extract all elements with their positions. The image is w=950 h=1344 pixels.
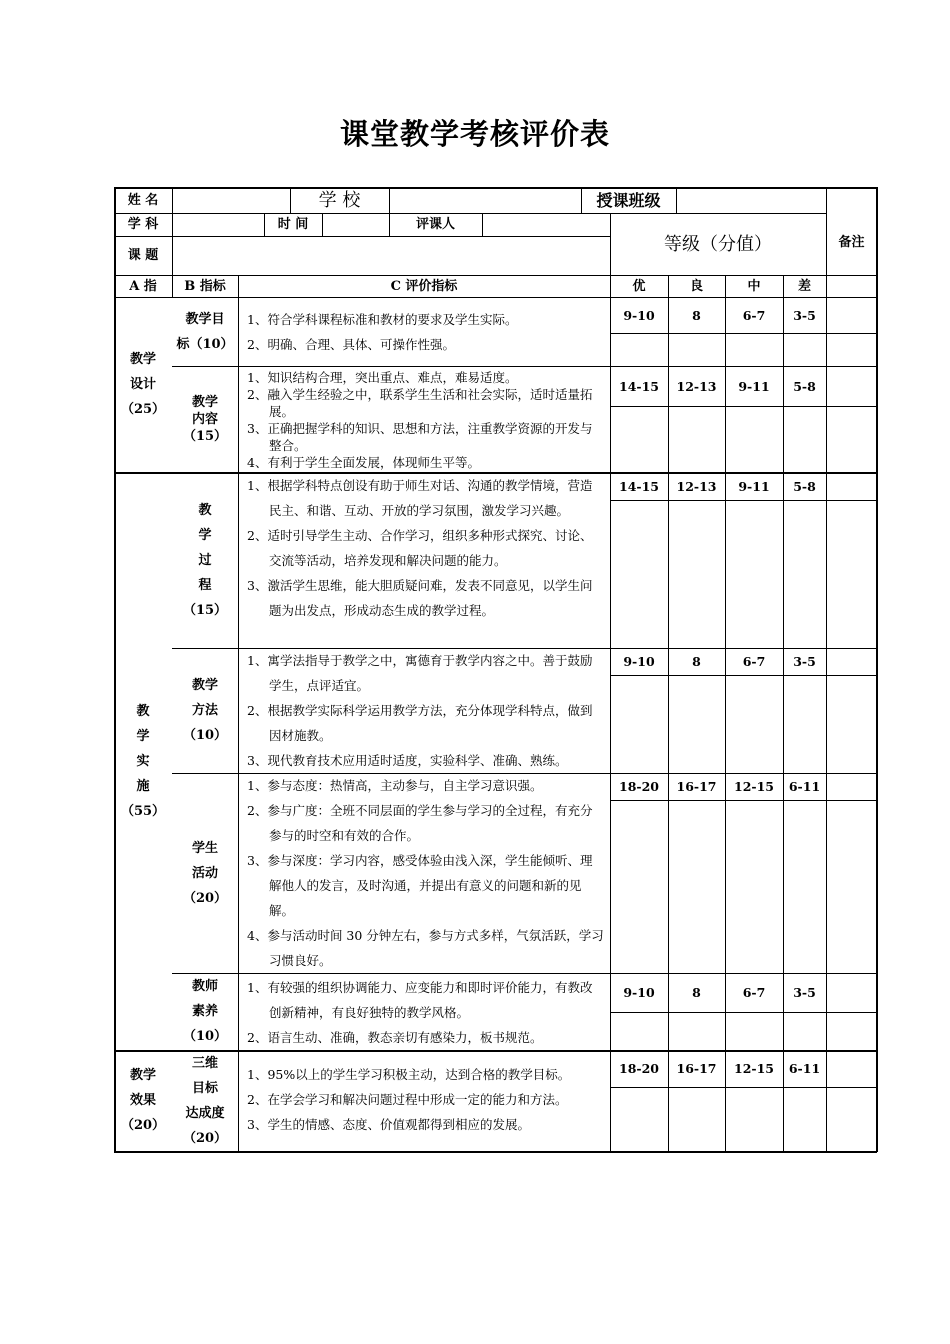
criteria-list — [247, 307, 604, 357]
score-range: 6-7 — [742, 654, 766, 669]
b-indicator-line: （15） — [182, 428, 228, 444]
a-indicator-design — [114, 297, 172, 472]
a-indicator-effect-line: 效果 — [129, 1093, 156, 1108]
b-indicator-line: 学 — [198, 527, 212, 543]
b-indicator-line: （10） — [182, 728, 228, 743]
a-indicator-effect-line: （20） — [120, 1118, 166, 1133]
b-indicator-line: 学生 — [191, 840, 218, 856]
table-rule — [322, 213, 323, 236]
criterion-item: 2、在学会学习和解决问题过程中形成一定的能力和方法。 — [247, 1092, 568, 1107]
score-range: 9-10 — [623, 654, 655, 669]
score-range: 8 — [692, 307, 701, 323]
criterion-item: 3、学生的情感、态度、价值观都得到相应的发展。 — [247, 1117, 530, 1132]
b-indicator-line: 过 — [198, 552, 212, 568]
b-indicator-line: 教学 — [191, 678, 218, 693]
b-indicator-line: （20） — [182, 890, 228, 906]
score-range: 9-10 — [623, 985, 655, 1000]
subject-label: 学 科 — [127, 217, 159, 232]
criterion-item: 1、参与态度：热情高，主动参与，自主学习意识强。 — [247, 778, 543, 793]
remarks-label: 备注 — [838, 234, 865, 250]
b-indicator-line: 教师 — [191, 979, 218, 994]
criteria-list — [247, 1062, 604, 1137]
b-indicator-line: 教学 — [191, 394, 218, 410]
criterion-item: 2、适时引导学生主动、合作学习，组织多种形式探究、讨论、交流等活动，培养发现和解决问题的能力。 — [247, 528, 593, 568]
time-label: 时 间 — [277, 217, 309, 232]
a-indicator-implementation — [114, 472, 172, 1050]
table-rule — [610, 1012, 877, 1013]
b-indicator-line: 素养 — [191, 1004, 218, 1019]
a-indicator-effect-line: 教学 — [129, 1068, 156, 1083]
score-range: 8 — [692, 654, 701, 669]
a-indicator-design-line: 教学 — [129, 352, 156, 367]
a-indicator-implementation-line: 施 — [136, 778, 150, 794]
b-indicator-line: 教 — [198, 502, 212, 518]
criterion-item: 2、语言生动、准确，教态亲切有感染力，板书规范。 — [247, 1030, 543, 1045]
topic-label: 课 题 — [127, 248, 159, 263]
criteria-list — [247, 975, 604, 1050]
score-range: 6-11 — [788, 779, 821, 794]
grade-label: 等级（分值） — [664, 233, 772, 255]
score-range: 16-17 — [676, 1061, 717, 1076]
score-range: 14-15 — [619, 478, 659, 494]
table-rule — [610, 675, 877, 676]
score-range: 12-15 — [734, 1061, 774, 1076]
b-indicator-line: （20） — [182, 1130, 228, 1146]
evaluator-label: 评课人 — [415, 217, 455, 232]
grade-col-g2: 良 — [689, 278, 703, 294]
criterion-item: 4、参与活动时间 30 分钟左右，参与方式多样，气氛活跃，学习习惯良好。 — [247, 928, 604, 968]
criterion-item: 2、参与广度：全班不同层面的学生参与学习的全过程，有充分参与的时空和有效的合作。 — [247, 803, 593, 843]
b-indicator — [172, 773, 238, 973]
criterion-item: 2、根据教学实际科学运用教学方法，充分体现学科特点，做到因材施教。 — [247, 703, 593, 743]
col-b-header: B 指标 — [184, 278, 226, 294]
score-range: 6-11 — [788, 1061, 821, 1076]
table-rule — [610, 406, 877, 407]
b-indicator-line: 标（10） — [176, 336, 234, 352]
table-rule — [389, 187, 390, 213]
b-indicator-line: 内容 — [191, 411, 218, 427]
b-indicator — [172, 297, 238, 366]
score-range: 9-10 — [623, 307, 655, 323]
criterion-item: 1、有较强的组织协调能力、应变能力和即时评价能力，有教改创新精神，有良好独特的教学风格。 — [247, 980, 593, 1020]
b-indicator-line: 活动 — [191, 865, 218, 881]
b-indicator-line: （15） — [182, 602, 228, 618]
criterion-item: 1、根据学科特点创设有助于师生对话、沟通的教学情境，营造民主、和谐、互动、开放的学习氛围，激发学习兴趣。 — [247, 478, 593, 518]
table-rule — [610, 333, 877, 334]
a-indicator-implementation-line: 学 — [136, 728, 150, 744]
a-indicator-implementation-line: 实 — [136, 753, 150, 769]
table-rule — [114, 1151, 877, 1153]
criterion-item: 4、有利于学生全面发展，体现师生平等。 — [247, 455, 480, 470]
grade-col-g3: 中 — [747, 278, 761, 294]
criterion-item: 3、参与深度：学习内容，感受体验由浅入深，学生能倾听、理解他人的发言，及时沟通，并提出有意义的问题和新的见解。 — [247, 853, 593, 918]
b-indicator — [172, 1050, 238, 1151]
school-label: 学 校 — [318, 189, 361, 211]
b-indicator-line: （10） — [182, 1029, 228, 1044]
table-rule — [610, 500, 877, 501]
b-indicator-line: 目标 — [191, 1080, 218, 1096]
criterion-item: 3、激活学生思维，能大胆质疑问难，发表不同意见，以学生问题为出发点，形成动态生成的教学过程。 — [247, 578, 593, 618]
b-indicator — [172, 648, 238, 773]
score-range: 6-7 — [742, 985, 766, 1000]
b-indicator-line: 达成度 — [185, 1105, 225, 1121]
col-c-header: C 评价指标 — [390, 278, 458, 294]
page-title: 课堂教学考核评价表 — [339, 117, 610, 151]
score-range: 5-8 — [793, 478, 816, 494]
score-range: 3-5 — [793, 654, 816, 669]
col-a-header: A 指 — [129, 278, 157, 294]
b-indicator — [172, 973, 238, 1050]
b-indicator-line: 程 — [198, 577, 212, 593]
score-range: 14-15 — [619, 378, 659, 394]
criteria-list — [247, 369, 604, 471]
score-range: 18-20 — [619, 1061, 659, 1076]
score-range: 6-7 — [742, 307, 766, 323]
table-rule — [610, 1087, 877, 1088]
a-indicator-design-line: 设计 — [129, 377, 156, 392]
grade-col-g4: 差 — [797, 278, 811, 294]
table-rule — [482, 213, 483, 236]
criteria-list — [247, 773, 604, 973]
criterion-item: 1、95%以上的学生学习积极主动，达到合格的教学目标。 — [247, 1067, 571, 1082]
score-range: 16-17 — [676, 779, 717, 794]
score-range: 3-5 — [793, 985, 816, 1000]
score-range: 8 — [692, 985, 701, 1000]
score-range: 12-13 — [676, 378, 717, 394]
b-indicator — [172, 366, 238, 472]
criterion-item: 1、符合学科课程标准和教材的要求及学生实际。 — [247, 312, 518, 327]
criteria-list — [247, 473, 604, 623]
grade-col-g1: 优 — [632, 278, 646, 294]
criterion-item: 2、融入学生经验之中，联系学生生活和社会实际，适时适量拓展。 — [247, 387, 593, 419]
b-indicator-line: 三维 — [191, 1055, 218, 1071]
b-indicator-line: 方法 — [191, 703, 218, 718]
a-indicator-design-line: （25） — [120, 402, 166, 417]
score-range: 9-11 — [738, 478, 770, 494]
score-range: 9-11 — [738, 378, 770, 394]
score-range: 5-8 — [793, 378, 816, 394]
table-rule — [876, 187, 878, 1152]
table-rule — [610, 800, 877, 801]
class-label: 授课班级 — [596, 190, 661, 210]
a-indicator-implementation-line: （55） — [120, 803, 166, 819]
a-indicator-effect — [114, 1050, 172, 1151]
criterion-item: 1、寓学法指导于教学之中，寓德育于教学内容之中。善于鼓励学生，点评适宜。 — [247, 653, 593, 693]
table-rule — [114, 187, 877, 189]
score-range: 12-13 — [676, 478, 717, 494]
name-label: 姓 名 — [127, 192, 159, 208]
score-range: 18-20 — [619, 779, 659, 794]
criterion-item: 2、明确、合理、具体、可操作性强。 — [247, 337, 455, 352]
table-rule — [238, 275, 239, 1151]
criterion-item: 1、知识结构合理，突出重点、难点，难易适度。 — [247, 370, 518, 385]
criterion-item: 3、正确把握学科的知识、思想和方法，注重教学资源的开发与整合。 — [247, 421, 593, 453]
criterion-item: 3、现代教育技术应用适时适度，实验科学、准确、熟练。 — [247, 753, 568, 768]
score-range: 3-5 — [793, 307, 816, 323]
b-indicator-line: 教学目 — [185, 311, 225, 327]
table-rule — [676, 187, 677, 213]
criteria-list — [247, 648, 604, 773]
a-indicator-implementation-line: 教 — [136, 703, 150, 719]
b-indicator — [172, 472, 238, 648]
score-range: 12-15 — [734, 779, 774, 794]
table-rule — [114, 236, 610, 237]
